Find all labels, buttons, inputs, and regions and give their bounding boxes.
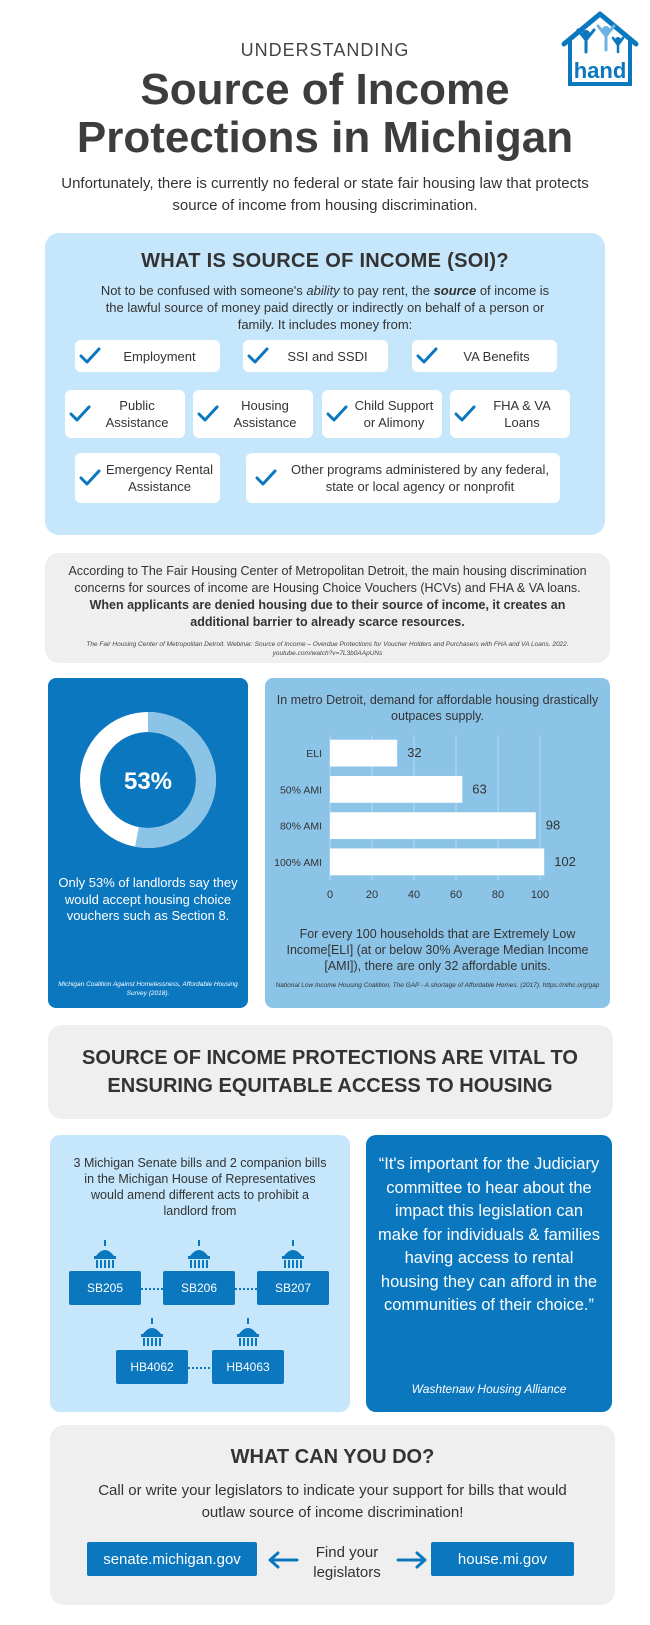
category-label: 100% AMI bbox=[274, 856, 322, 869]
quote-author: Washtenaw Housing Alliance bbox=[411, 1382, 567, 1396]
checkmark-icon bbox=[326, 405, 348, 423]
soi-item-emergency-rental: Emergency Rental Assistance bbox=[75, 453, 220, 503]
bar-3 bbox=[330, 848, 544, 875]
title-line-2: Protections in Michigan bbox=[76, 113, 574, 162]
landlord-citation: Michigan Coalition Against Homelessness, Affordable Housing Survey (2018). bbox=[58, 981, 238, 997]
capitol-icon bbox=[137, 1318, 167, 1348]
senate-link[interactable]: senate.michigan.gov bbox=[87, 1542, 257, 1576]
action-text: Call or write your legislators to indicate your support for bills that would outlaw source of income discrimination! bbox=[98, 1482, 567, 1521]
bar-1 bbox=[330, 776, 462, 803]
x-tick-label: 0 bbox=[326, 889, 334, 901]
x-tick-label: 40 bbox=[407, 889, 421, 901]
bill-sb205: SB205 bbox=[69, 1271, 141, 1305]
category-label: 50% AMI bbox=[279, 784, 322, 797]
page-title bbox=[0, 66, 650, 162]
data-label: 63 bbox=[472, 781, 487, 797]
soi-item-employment: Employment bbox=[75, 340, 220, 372]
soi-item-public-assistance: Public Assistance bbox=[65, 390, 185, 438]
ability-emphasis: ability bbox=[306, 283, 340, 298]
soi-item-fha-va-loans: FHA & VA Loans bbox=[450, 390, 570, 438]
bill-sb206: SB206 bbox=[163, 1271, 235, 1305]
donut-percent-label: 53% bbox=[123, 768, 173, 795]
checkmark-icon bbox=[255, 469, 277, 487]
fair-housing-text: According to The Fair Housing Center of Metropolitan Detroit, the main housing discrimination concerns for sources of income are Housing Choice Vouchers (HCVs) and FHA & VA loans. When applicants are denied housing due to their source of income, it creates an additional barrier to already scarce resources. bbox=[68, 564, 587, 629]
checkmark-icon bbox=[69, 405, 91, 423]
landlord-stat-text: Only 53% of landlords say they would accept housing choice vouchers such as Section 8. bbox=[58, 875, 238, 923]
house-link[interactable]: house.mi.gov bbox=[431, 1542, 574, 1576]
fair-housing-citation: The Fair Housing Center of Metropolitan Detroit. Webinar: Source of Income – Overdue Protections for Voucher Holders and Purchasers with FHA and VA Loans. 2022. youtube.com/watch?v=7L3b0AApUNs bbox=[86, 641, 569, 657]
bill-sb207: SB207 bbox=[257, 1271, 329, 1305]
bill-hb4063: HB4063 bbox=[212, 1350, 284, 1384]
checkmark-icon bbox=[454, 405, 476, 423]
soi-item-ssi: SSI and SSDI bbox=[243, 340, 388, 372]
capitol-icon bbox=[90, 1240, 120, 1270]
chart-title: In metro Detroit, demand for affordable housing drastically outpaces supply. bbox=[276, 693, 599, 723]
checkmark-icon bbox=[79, 469, 101, 487]
chart-citation: National Low Income Housing Coalition, The GAP - A shortage of Affordable Homes. (2017). https://nlihc.org/gap bbox=[275, 982, 600, 989]
category-label: 80% AMI bbox=[279, 820, 322, 833]
bar-2 bbox=[330, 812, 536, 839]
x-tick-label: 20 bbox=[365, 889, 379, 901]
title-line-1: Source of Income bbox=[140, 65, 510, 114]
soi-item-child-support: Child Support or Alimony bbox=[322, 390, 442, 438]
logo-text: hand bbox=[573, 58, 627, 83]
soi-item-housing-assistance: Housing Assistance bbox=[193, 390, 313, 438]
landlord-donut-chart bbox=[78, 710, 218, 850]
capitol-icon bbox=[278, 1240, 308, 1270]
category-label: ELI bbox=[306, 748, 322, 761]
find-legislators-text: Find your legislators bbox=[313, 1544, 381, 1581]
quote-text: “It's important for the Judiciary committee to hear about the impact this legislation can make for individuals & families having access to rental housing they can afford in the communities of their choice.” bbox=[378, 1155, 600, 1314]
checkmark-icon bbox=[416, 347, 438, 365]
bill-hb4062: HB4062 bbox=[116, 1350, 188, 1384]
soi-description: Not to be confused with someone's ability to pay rent, the source of income is the lawful source of money paid directly or indirectly on behalf of a person or family. It includes money from: bbox=[100, 283, 550, 332]
arrow-right-icon bbox=[396, 1551, 428, 1569]
data-label: 102 bbox=[554, 853, 576, 869]
data-label: 32 bbox=[407, 745, 422, 761]
x-tick-label: 100 bbox=[530, 889, 550, 901]
capitol-icon bbox=[233, 1318, 263, 1348]
hand-logo bbox=[558, 8, 642, 92]
source-emphasis: source bbox=[433, 283, 477, 298]
checkmark-icon bbox=[79, 347, 101, 365]
page-subtitle: Unfortunately, there is currently no federal or state fair housing law that protects source of income from housing discrimination. bbox=[61, 175, 589, 214]
checkmark-icon bbox=[247, 347, 269, 365]
kicker-text: UNDERSTANDING bbox=[240, 40, 410, 60]
bar-0 bbox=[330, 740, 397, 767]
x-tick-label: 80 bbox=[491, 889, 505, 901]
soi-heading: WHAT IS SOURCE OF INCOME (SOI)? bbox=[141, 250, 509, 272]
soi-item-other-programs: Other programs administered by any federal, state or local agency or nonprofit bbox=[246, 453, 560, 503]
bill-connector bbox=[188, 1367, 214, 1369]
vital-heading: SOURCE OF INCOME PROTECTIONS ARE VITAL TO ENSURING EQUITABLE ACCESS TO HOUSING bbox=[82, 1047, 578, 1097]
housing-supply-bar-chart bbox=[270, 730, 605, 915]
capitol-icon bbox=[184, 1240, 214, 1270]
x-tick-label: 60 bbox=[449, 889, 463, 901]
checkmark-icon bbox=[197, 405, 219, 423]
arrow-left-icon bbox=[267, 1551, 299, 1569]
action-heading: WHAT CAN YOU DO? bbox=[230, 1446, 435, 1468]
fair-housing-bold-text: When applicants are denied housing due to their source of income, it creates an additional barrier to already scarce resources. bbox=[89, 598, 566, 629]
soi-item-va-benefits: VA Benefits bbox=[412, 340, 557, 372]
chart-description: For every 100 households that are Extremely Low Income[ELI] (at or below 30% Average Median Income [AMI]), there are only 32 affordable units. bbox=[286, 927, 589, 973]
bills-text: 3 Michigan Senate bills and 2 companion bills in the Michigan House of Representatives would amend different acts to prohibit a landlord from bbox=[73, 1156, 327, 1218]
data-label: 98 bbox=[545, 817, 561, 833]
